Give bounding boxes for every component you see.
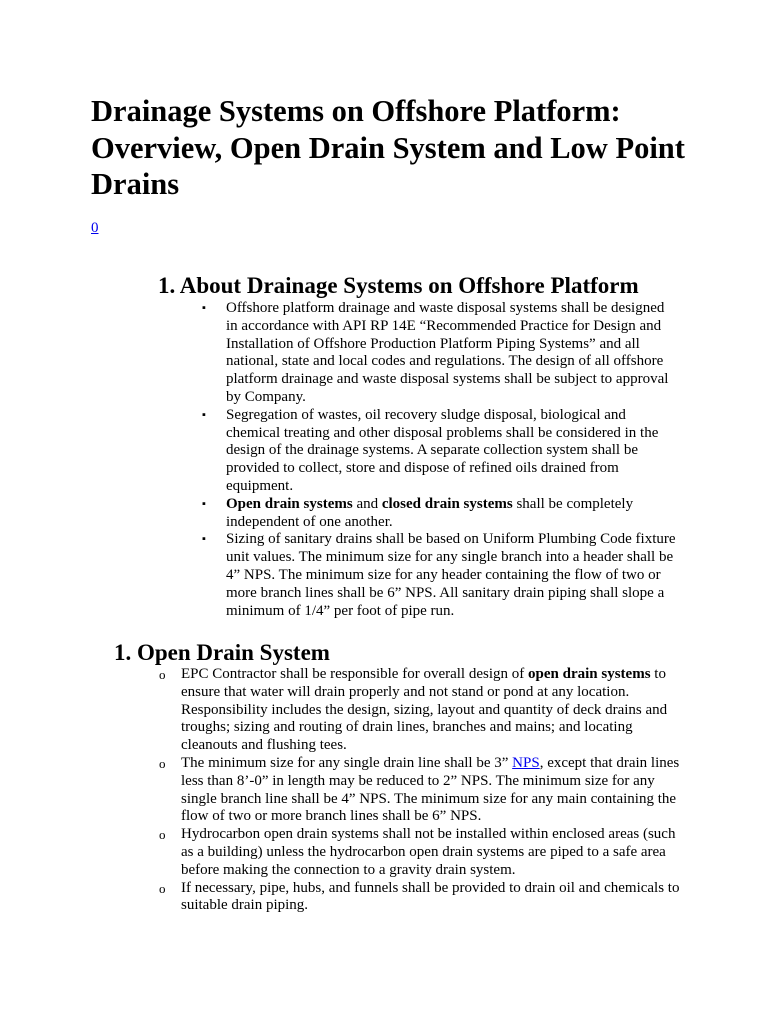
- list-item-text: Segregation of wastes, oil recovery sludge disposal, biological and chemical treating and other disposal problems shall be considered in the design of the drainage systems. A separate collection system shall be provided to collect, store and dispose of refined oils drained from equipment.: [226, 406, 659, 494]
- bold-term-closed-drain: closed drain systems: [381, 495, 513, 512]
- comment-count-link[interactable]: 0: [91, 220, 99, 236]
- list-item: [159, 666, 681, 755]
- square-bullet-icon: ▪: [202, 302, 206, 314]
- list-item-text: shall be completely independent of one another.: [226, 495, 634, 530]
- list-item-text: to ensure that water will drain properly and not stand or pond at any location. Responsibility includes the design, sizing, layout and quantity of deck drains and troughs; sizing and routing of drain lines, branches and mains; and locating cleanouts and flushing tees.: [181, 666, 668, 754]
- nps-link[interactable]: NPS: [512, 754, 540, 771]
- circle-bullet-icon: o: [159, 880, 166, 896]
- list-item: [159, 879, 681, 916]
- list-item-text: Hydrocarbon open drain systems shall not be installed within enclosed areas (such as a building) unless the hydrocarbon open drain systems are piped to a safe area before making the connection to a gravity drain system.: [181, 826, 676, 878]
- about-bullet-list: [202, 300, 678, 620]
- bold-term-open-drain: open drain systems: [528, 666, 651, 682]
- list-item-text: and: [352, 495, 382, 512]
- circle-bullet-icon: o: [159, 827, 166, 843]
- section-heading-open-drain: 1. Open Drain System: [114, 640, 330, 665]
- bold-term-open-drain: Open drain systems: [226, 495, 353, 512]
- list-item: [159, 754, 681, 826]
- square-bullet-icon: ▪: [202, 408, 206, 421]
- square-bullet-icon: ▪: [202, 533, 206, 546]
- page-title: Drainage Systems on Offshore Platform: Overview, Open Drain System and Low Point Drains: [91, 94, 685, 201]
- list-item: [202, 531, 678, 620]
- list-item-text: If necessary, pipe, hubs, and funnels shall be provided to drain oil and chemicals to suitable drain piping.: [181, 879, 680, 914]
- list-item: [202, 406, 678, 496]
- open-drain-bullet-list: [159, 666, 681, 915]
- list-item: [202, 495, 678, 532]
- list-item-text: Sizing of sanitary drains shall be based on Uniform Plumbing Code fixture unit values. The minimum size for any single branch into a header shall be 4” NPS. The minimum size for any header containing the flow of two or more branch lines shall be 6” NPS. All sanitary drain piping shall slope a minimum of 1/4” per foot of pipe run.: [226, 531, 676, 619]
- circle-bullet-icon: o: [159, 755, 166, 771]
- list-item: [202, 300, 678, 407]
- list-item-text: , except that drain lines less than 8’-0” in length may be reduced to 2” NPS. The minimum size for any single branch line shall be 4” NPS. The minimum size for any main containing the flow of two or more branch lines shall be 6” NPS.: [181, 754, 680, 825]
- circle-bullet-icon: o: [159, 667, 166, 682]
- list-item: [159, 826, 681, 879]
- square-bullet-icon: ▪: [202, 497, 206, 510]
- list-item-text: EPC Contractor shall be responsible for overall design of: [181, 666, 529, 682]
- section-heading-about: 1. About Drainage Systems on Offshore Platform: [158, 273, 639, 298]
- list-item-text: The minimum size for any single drain line shall be 3”: [181, 754, 513, 771]
- list-item-text: Offshore platform drainage and waste disposal systems shall be designed in accordance with API RP 14E “Recommended Practice for Design and Installation of Offshore Production Platform Piping Systems” and all national, state and local codes and regulations. The design of all offshore platform drainage and waste disposal systems shall be subject to approval by Company.: [226, 300, 669, 405]
